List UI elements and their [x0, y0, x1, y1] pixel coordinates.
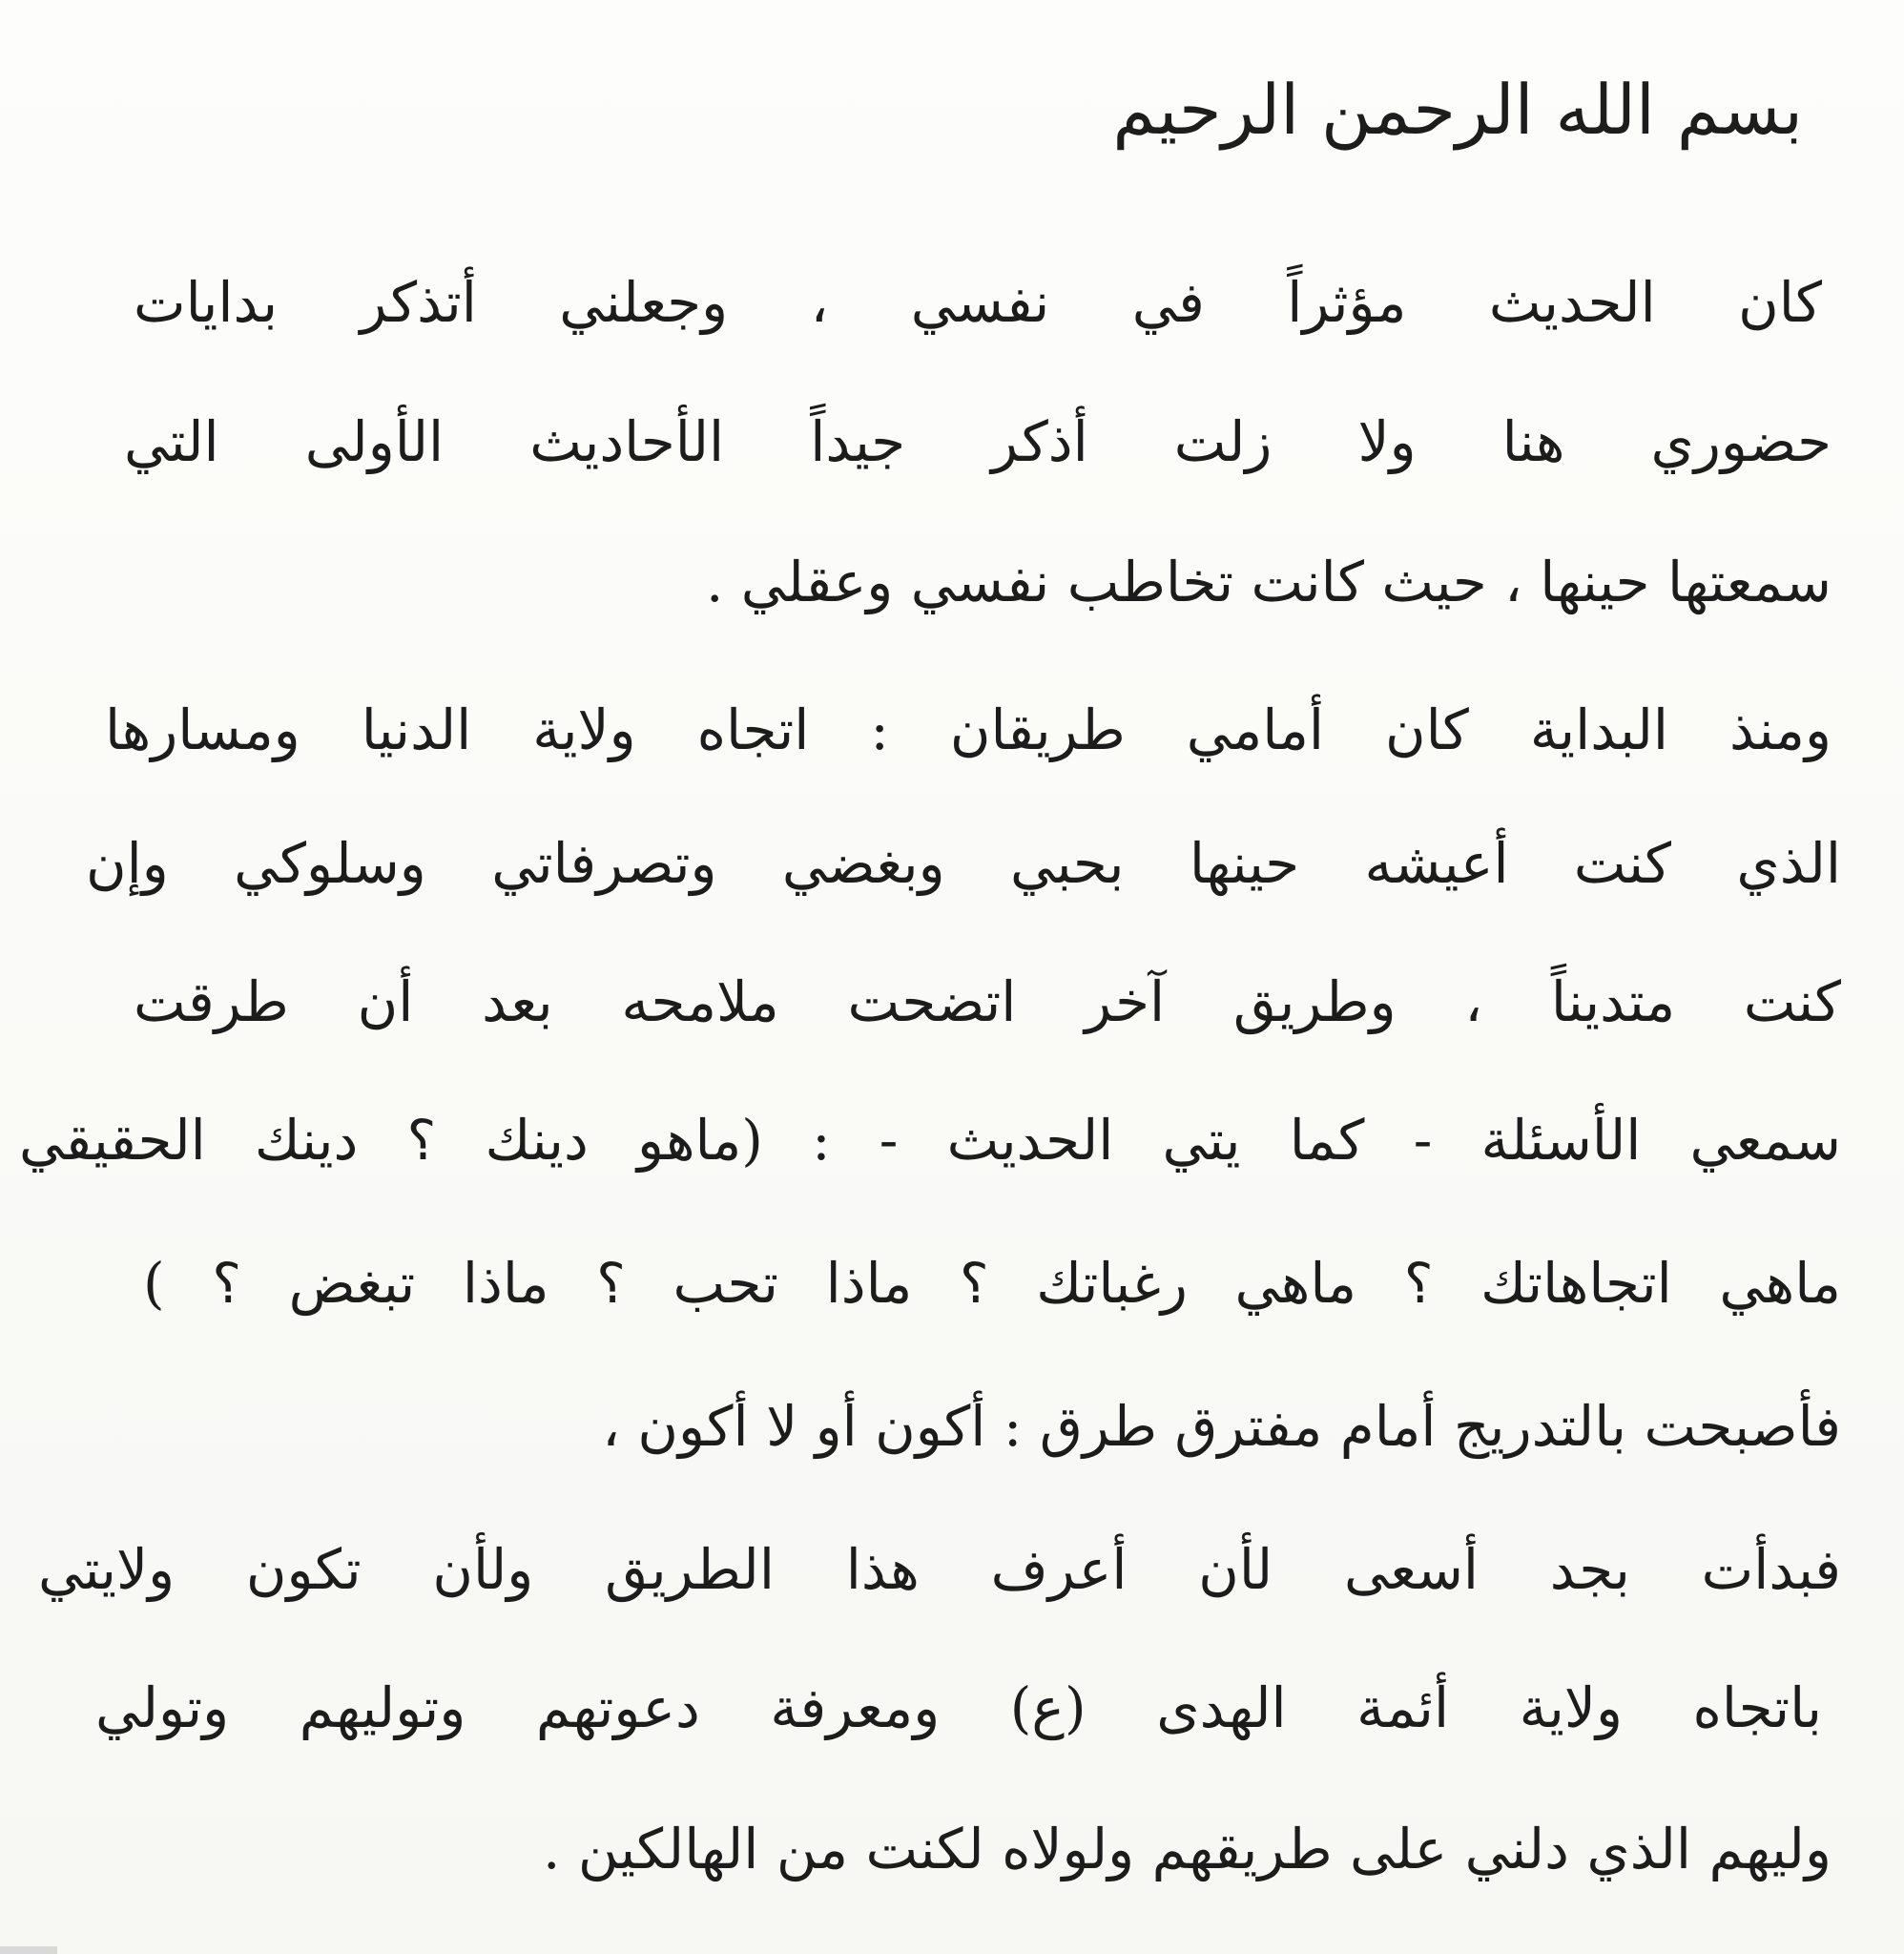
text-line-12: وليهم الذي دلني على طريقهم ولولاه لكنت من الهالكين . [542, 1817, 1832, 1881]
text-line-2: حضوري هنا ولا زلت أذكر جيداً الأحاديث الأولى التي [124, 409, 1832, 474]
text-line-9: فأصبحت بالتدريج أمام مفترق طرق : أكون أو لا أكون ، [602, 1394, 1841, 1459]
text-line-11: باتجاه ولاية أئمة الهدى (ع) ومعرفة دعوتهم وتوليهم وتولي [95, 1675, 1822, 1740]
text-line-3: سمعتها حينها ، حيث كانت تخاطب نفسي وعقلي . [705, 550, 1832, 614]
text-line-6: كنت متديناً ، وطريق آخر اتضحت ملامحه بعد أن طرقت [134, 969, 1841, 1034]
text-line-1: كان الحديث مؤثراً في نفسي ، وجعلني أتذكر بدايات [134, 270, 1822, 335]
text-line-8: ماهي اتجاهاتك ؟ ماهي رغباتك ؟ ماذا تحب ؟ ماذا تبغض ؟ ) [143, 1251, 1841, 1316]
text-line-7: سمعي الأسئلة - كما يتي الحديث - : (ماهو دينك ؟ دينك الحقيقي [19, 1108, 1841, 1173]
basmala-heading: بسم الله الرحمن الرحيم [1112, 70, 1803, 150]
text-line-5: الذي كنت أعيشه حينها بحبي وبغضي وتصرفاتي وسلوكي وإن [86, 831, 1841, 896]
text-line-4: ومنذ البداية كان أمامي طريقان : اتجاه ولاية الدنيا ومسارها [105, 697, 1832, 762]
scan-edge-mark [0, 1946, 57, 1954]
text-line-10: فبدأت بجد أسعى لأن أعرف هذا الطريق ولأن تكون ولايتي [38, 1537, 1841, 1602]
